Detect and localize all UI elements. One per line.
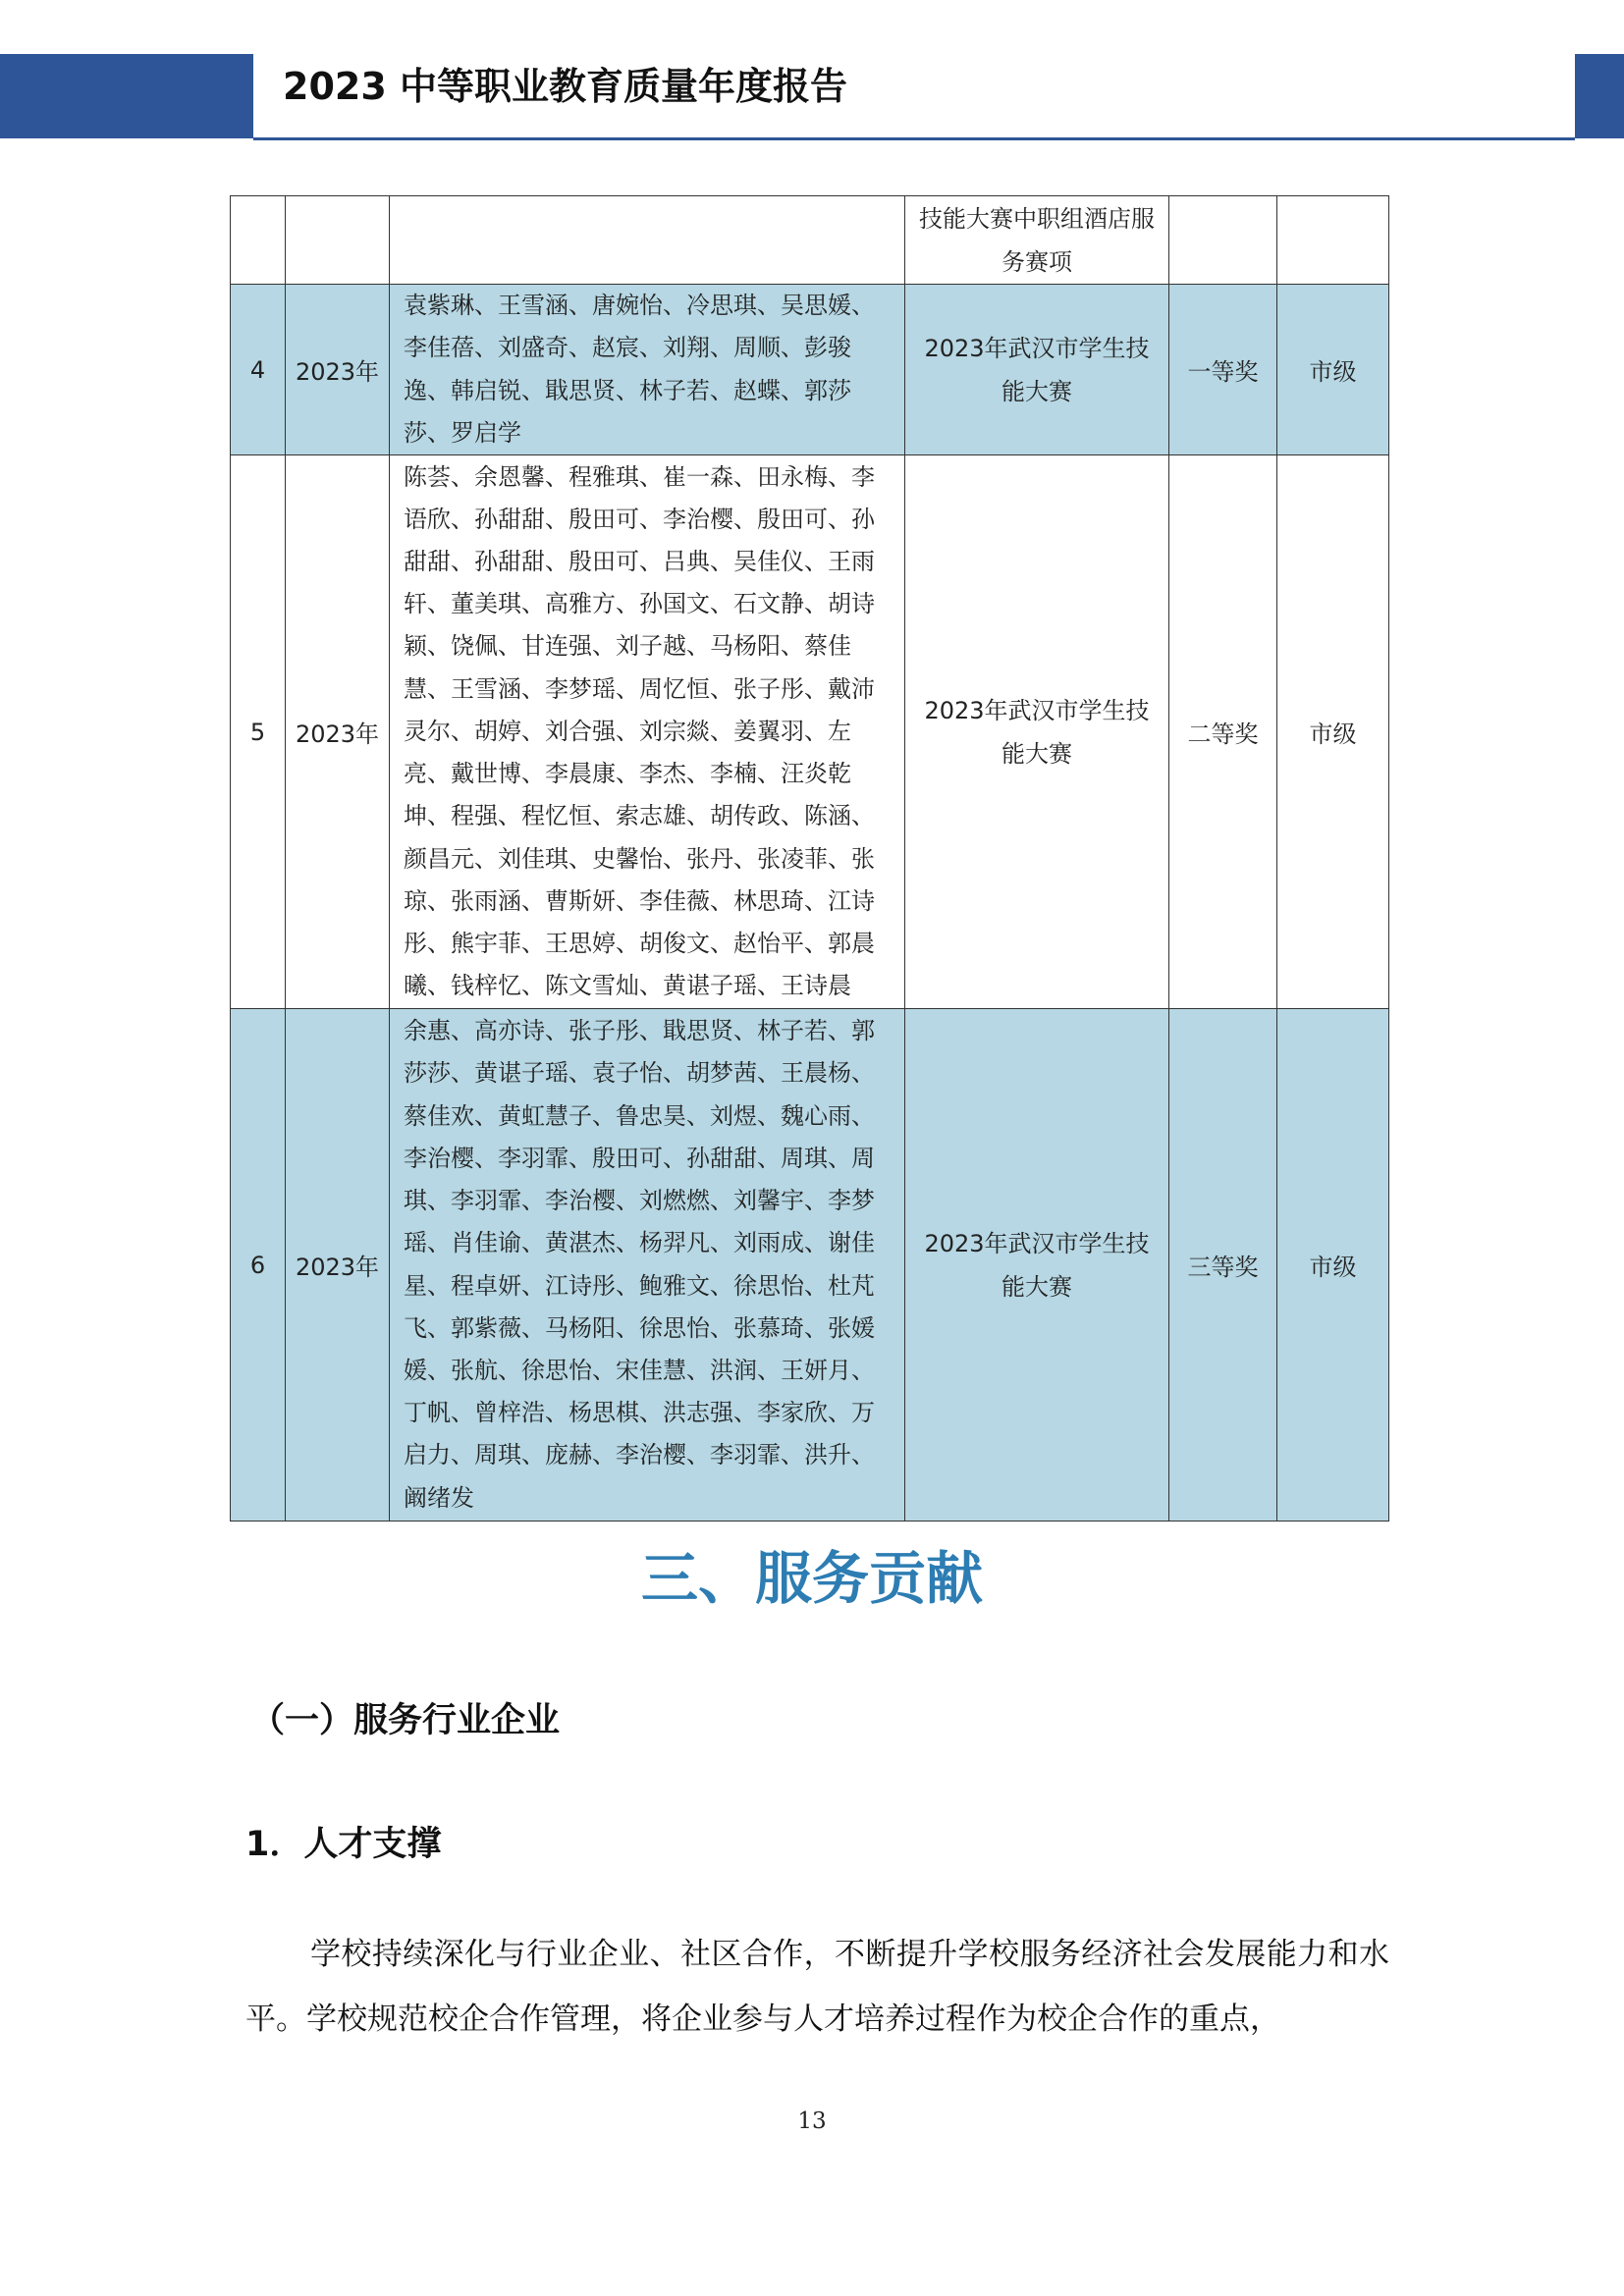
header-band-left	[0, 54, 253, 138]
cell-no: 6	[231, 1009, 286, 1522]
table-row	[231, 1009, 1389, 1522]
cell-award: 二等奖	[1169, 455, 1277, 1009]
cell-names: 袁紫琳、王雪涵、唐婉怡、冷思琪、吴思媛、李佳蓓、刘盛奇、赵宸、刘翔、周顺、彭骏逸、韩启锐、戢思贤、林子若、赵蝶、郭莎莎、罗启学	[390, 285, 905, 455]
cell-names	[390, 196, 905, 285]
cell-year: 2023年	[286, 455, 390, 1009]
cell-year: 2023年	[286, 1009, 390, 1522]
cell-level: 市级	[1277, 455, 1389, 1009]
body-paragraph: 学校持续深化与行业企业、社区合作，不断提升学校服务经济社会发展能力和水平。学校规范校企合作管理，将企业参与人才培养过程作为校企合作的重点，	[245, 1937, 1389, 2037]
cell-competition: 2023年武汉市学生技能大赛	[905, 1009, 1169, 1522]
cell-award: 一等奖	[1169, 285, 1277, 455]
cell-year: 2023年	[286, 285, 390, 455]
cell-competition: 2023年武汉市学生技能大赛	[905, 455, 1169, 1009]
table-row	[231, 455, 1389, 1009]
header-band-right	[1575, 54, 1624, 138]
cell-level: 市级	[1277, 1009, 1389, 1522]
cell-year	[286, 196, 390, 285]
cell-award: 三等奖	[1169, 1009, 1277, 1522]
subsubsection-heading: 1．人才支撑	[245, 1825, 442, 1864]
cell-no: 5	[231, 455, 286, 1009]
cell-competition: 2023年武汉市学生技能大赛	[905, 285, 1169, 455]
table-row	[231, 285, 1389, 455]
cell-level	[1277, 196, 1389, 285]
header-rule	[253, 137, 1575, 140]
awards-table	[230, 195, 1389, 1522]
cell-award	[1169, 196, 1277, 285]
cell-names: 余惠、高亦诗、张子彤、戢思贤、林子若、郭莎莎、黄谌子瑶、袁子怡、胡梦茜、王晨杨、蔡佳欢、黄虹慧子、鲁忠昊、刘煜、魏心雨、李治樱、李羽霏、殷田可、孙甜甜、周琪、周琪、李羽霏、李治樱、刘燃燃、刘馨宇、李梦瑶、肖佳谕、黄湛杰、杨羿凡、刘雨成、谢佳星、程卓妍、江诗彤、鲍雅文、徐思怡、杜芃飞、郭紫薇、马杨阳、徐思怡、张慕琦、张媛媛、张航、徐思怡、宋佳慧、洪润、王妍月、丁帆、曾梓浩、杨思棋、洪志强、李家欣、万启力、周琪、庞赫、李治樱、李羽霏、洪升、阚绪发	[390, 1009, 905, 1522]
cell-level: 市级	[1277, 285, 1389, 455]
page-number: 13	[797, 2109, 827, 2134]
subsection-heading: （一）服务行业企业	[250, 1701, 561, 1740]
table-row	[231, 196, 1389, 285]
cell-names: 陈荟、余恩馨、程雅琪、崔一森、田永梅、李语欣、孙甜甜、殷田可、李治樱、殷田可、孙甜甜、孙甜甜、殷田可、吕典、吴佳仪、王雨轩、董美琪、高雅方、孙国文、石文静、胡诗颖、饶佩、甘连强、刘子越、马杨阳、蔡佳慧、王雪涵、李梦瑶、周忆恒、张子彤、戴沛灵尔、胡婷、刘合强、刘宗燚、姜翼羽、左亮、戴世博、李晨康、李杰、李楠、汪炎乾坤、程强、程忆恒、索志雄、胡传政、陈涵、颜昌元、刘佳琪、史馨怡、张丹、张凌菲、张琼、张雨涵、曹斯妍、李佳薇、林思琦、江诗彤、熊宇菲、王思婷、胡俊文、赵怡平、郭晨曦、钱梓忆、陈文雪灿、黄谌子瑶、王诗晨	[390, 455, 905, 1009]
section-title: 三、服务贡献	[640, 1545, 983, 1612]
cell-no: 4	[231, 285, 286, 455]
page-header-title: 2023 中等职业教育质量年度报告	[283, 65, 847, 108]
cell-competition: 技能大赛中职组酒店服务赛项	[905, 196, 1169, 285]
cell-no	[231, 196, 286, 285]
